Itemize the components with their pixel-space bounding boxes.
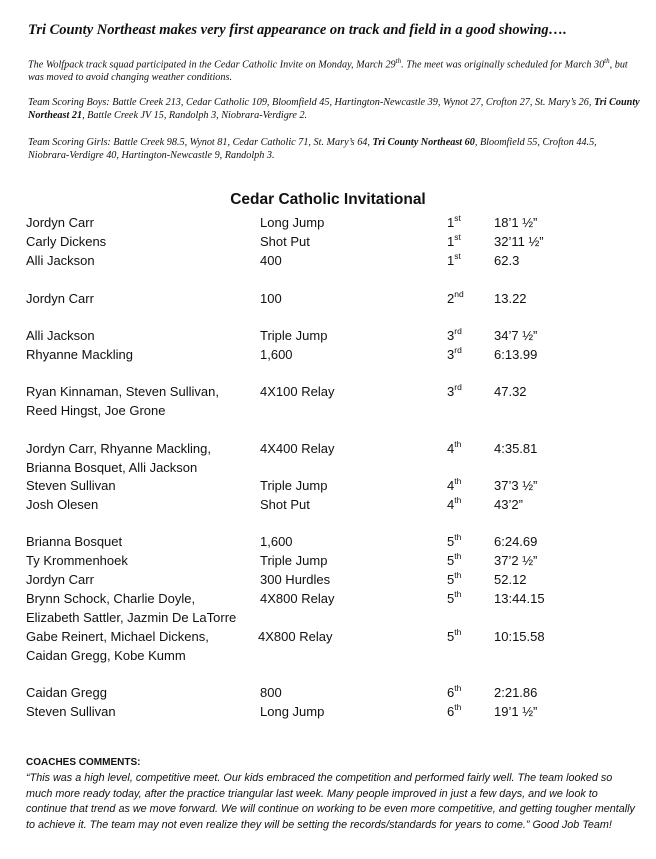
athlete-name-line: Steven Sullivan	[26, 704, 116, 719]
place-suffix: th	[454, 589, 462, 599]
athlete-names	[26, 251, 261, 270]
results-title: Cedar Catholic Invitational	[230, 191, 426, 208]
athlete-names	[26, 439, 261, 477]
intro-text-3: , but was moved to avoid changing weather conditions.	[28, 59, 628, 84]
place-suffix: nd	[454, 289, 464, 299]
place-suffix: rd	[454, 326, 462, 336]
athlete-name-line: Brynn Schock, Charlie Doyle,	[26, 591, 196, 606]
event-name: 1,600	[260, 534, 293, 549]
athlete-name-line: Steven Sullivan	[26, 478, 116, 493]
athlete-name-line: Jordyn Carr	[26, 572, 94, 587]
athlete-name-line: Alli Jackson	[26, 328, 95, 343]
athlete-name-line: Carly Dickens	[26, 234, 107, 249]
result-mark: 52.12	[494, 572, 527, 587]
athlete-names	[26, 289, 261, 308]
athlete-names	[26, 702, 261, 721]
result-mark: 62.3	[494, 253, 520, 268]
place-suffix: th	[454, 495, 462, 505]
event-name: Triple Jump	[260, 553, 328, 568]
result-mark: 4:35.81	[494, 441, 538, 456]
coaches-heading: COACHES COMMENTS:	[26, 757, 141, 768]
place-suffix: th	[454, 683, 462, 693]
place-suffix: th	[454, 627, 462, 637]
place-suffix: th	[454, 439, 462, 449]
place-number: 4	[447, 441, 455, 456]
place-finish	[447, 702, 487, 721]
place-finish	[447, 570, 487, 589]
athlete-names	[26, 326, 261, 345]
place-number: 5	[447, 553, 455, 568]
result-mark: 34’7 ½”	[494, 328, 538, 343]
place-number: 5	[447, 572, 455, 587]
girls-scoring-highlight: Tri County Northeast 60	[372, 137, 475, 148]
place-finish	[447, 683, 487, 702]
place-suffix: th	[454, 532, 462, 542]
place-finish	[447, 345, 487, 364]
result-mark: 18’1 ½”	[494, 215, 538, 230]
event-name: Triple Jump	[260, 328, 328, 343]
athlete-names	[26, 570, 261, 589]
result-mark: 37’2 ½”	[494, 553, 538, 568]
place-suffix: st	[454, 213, 461, 223]
athlete-name-line: Josh Olesen	[26, 497, 99, 512]
place-number: 2	[447, 291, 455, 306]
place-suffix: st	[454, 251, 461, 261]
athlete-names	[26, 589, 261, 627]
girls-scoring-paragraph	[28, 136, 640, 162]
result-mark: 13:44.15	[494, 591, 545, 606]
girls-scoring-rest: , Bloomfield 55, Crofton 44.5, Niobrara-Verdigre 40, Hartington-Newcastle 9, Randolph 3.	[28, 137, 597, 161]
result-mark: 19’1 ½”	[494, 704, 538, 719]
athlete-names	[26, 382, 261, 420]
place-suffix: th	[454, 570, 462, 580]
place-finish	[447, 326, 487, 345]
boys-scoring-rest: , Battle Creek JV 15, Randolph 3, Niobrara-Verdigre 2.	[82, 110, 308, 121]
athlete-name-line: Elizabeth Sattler, Jazmin De LaTorre	[26, 610, 237, 625]
intro-text-2: . The meet was originally scheduled for March 30	[401, 59, 605, 71]
place-finish	[447, 627, 487, 646]
result-mark: 43’2”	[494, 497, 523, 512]
place-number: 1	[447, 215, 455, 230]
place-suffix: th	[454, 551, 462, 561]
intro-ordinal-2: th	[604, 57, 610, 65]
athlete-names	[26, 232, 261, 251]
place-finish	[447, 589, 487, 608]
athlete-names	[26, 476, 261, 495]
athlete-name-line: Caidan Gregg, Kobe Kumm	[26, 648, 186, 663]
boys-scoring-paragraph	[28, 96, 640, 122]
event-name: Long Jump	[260, 215, 325, 230]
place-suffix: th	[454, 476, 462, 486]
athlete-name-line: Jordyn Carr	[26, 215, 94, 230]
place-number: 6	[447, 704, 455, 719]
athlete-name-line: Gabe Reinert, Michael Dickens,	[26, 629, 209, 644]
place-number: 5	[447, 534, 455, 549]
event-name: 1,600	[260, 347, 293, 362]
article-headline: Tri County Northeast makes very first appearance on track and field in a good showing….	[28, 22, 567, 38]
athlete-names	[26, 551, 261, 570]
place-finish	[447, 251, 487, 270]
place-number: 6	[447, 685, 455, 700]
place-finish	[447, 232, 487, 251]
intro-text-1: The Wolfpack track squad participated in the Cedar Catholic Invite on Monday, March 29	[28, 59, 396, 71]
athlete-name-line: Ryan Kinnaman, Steven Sullivan,	[26, 384, 219, 399]
place-finish	[447, 213, 487, 232]
girls-scoring-text: Team Scoring Girls: Battle Creek 98.5, Wynot 81, Cedar Catholic 71, St. Mary’s 64,	[28, 137, 373, 148]
place-number: 3	[447, 384, 455, 399]
place-number: 4	[447, 478, 455, 493]
athlete-name-line: Brianna Bosquet, Alli Jackson	[26, 460, 198, 475]
place-number: 1	[447, 253, 455, 268]
athlete-names	[26, 627, 261, 665]
athlete-name-line: Brianna Bosquet	[26, 534, 123, 549]
event-name: 800	[260, 685, 282, 700]
result-mark: 37’3 ½”	[494, 478, 538, 493]
athlete-names	[26, 683, 261, 702]
result-mark: 2:21.86	[494, 685, 538, 700]
athlete-name-line: Jordyn Carr, Rhyanne Mackling,	[26, 441, 211, 456]
result-mark: 6:24.69	[494, 534, 538, 549]
boys-scoring-highlight: Tri County Northeast 21	[28, 97, 640, 121]
place-finish	[447, 382, 487, 401]
event-name: Shot Put	[260, 234, 310, 249]
place-suffix: rd	[454, 345, 462, 355]
place-number: 1	[447, 234, 455, 249]
event-name: 300 Hurdles	[260, 572, 331, 587]
event-name: 4X800 Relay	[258, 629, 333, 644]
athlete-name-line: Reed Hingst, Joe Grone	[26, 403, 166, 418]
event-name: 4X100 Relay	[260, 384, 335, 399]
coaches-comments: “This was a high level, competitive meet. Our kids embraced the competition and performed fairly well. The team looked so much more ready today, after the practice triangular last week. Many people improved in just a few days, and we look to continue that trend as we move forward. We will continue on working to be even more competitive, and getting tougher mentally to achieve it. The team may not even realize they will be setting the records/standards for years to come.” Good Job Team!	[26, 772, 635, 831]
event-name: 4X400 Relay	[260, 441, 335, 456]
place-number: 5	[447, 591, 455, 606]
place-suffix: th	[454, 702, 462, 712]
place-number: 3	[447, 328, 455, 343]
place-suffix: rd	[454, 382, 462, 392]
place-number: 5	[447, 629, 455, 644]
athlete-name-line: Rhyanne Mackling	[26, 347, 133, 362]
place-finish	[447, 551, 487, 570]
event-name: 100	[260, 291, 282, 306]
result-mark: 13.22	[494, 291, 527, 306]
athlete-name-line: Jordyn Carr	[26, 291, 94, 306]
result-mark: 32’11 ½”	[494, 234, 544, 249]
place-number: 4	[447, 497, 455, 512]
place-finish	[447, 439, 487, 458]
athlete-names	[26, 345, 261, 364]
intro-paragraph	[28, 55, 640, 84]
event-name: Shot Put	[260, 497, 310, 512]
event-name: 400	[260, 253, 282, 268]
place-number: 3	[447, 347, 455, 362]
place-finish	[447, 532, 487, 551]
boys-scoring-text: Team Scoring Boys: Battle Creek 213, Cedar Catholic 109, Bloomfield 45, Hartington-Newcastle 39, Wynot 27, Crofton 27, St. Mary’s 26,	[28, 97, 594, 108]
intro-ordinal-1: th	[395, 57, 402, 65]
athlete-name-line: Ty Krommenhoek	[26, 553, 128, 568]
athlete-names	[26, 213, 261, 232]
place-suffix: st	[454, 232, 461, 242]
event-name: 4X800 Relay	[260, 591, 335, 606]
result-mark: 10:15.58	[494, 629, 545, 644]
event-name: Long Jump	[260, 704, 325, 719]
athlete-name-line: Alli Jackson	[26, 253, 95, 268]
athlete-names	[26, 532, 261, 551]
athlete-names	[26, 495, 261, 514]
result-mark: 6:13.99	[494, 347, 538, 362]
place-finish	[447, 289, 487, 308]
event-name: Triple Jump	[260, 478, 328, 493]
result-mark: 47.32	[494, 384, 527, 399]
place-finish	[447, 476, 487, 495]
athlete-name-line: Caidan Gregg	[26, 685, 107, 700]
place-finish	[447, 495, 487, 514]
